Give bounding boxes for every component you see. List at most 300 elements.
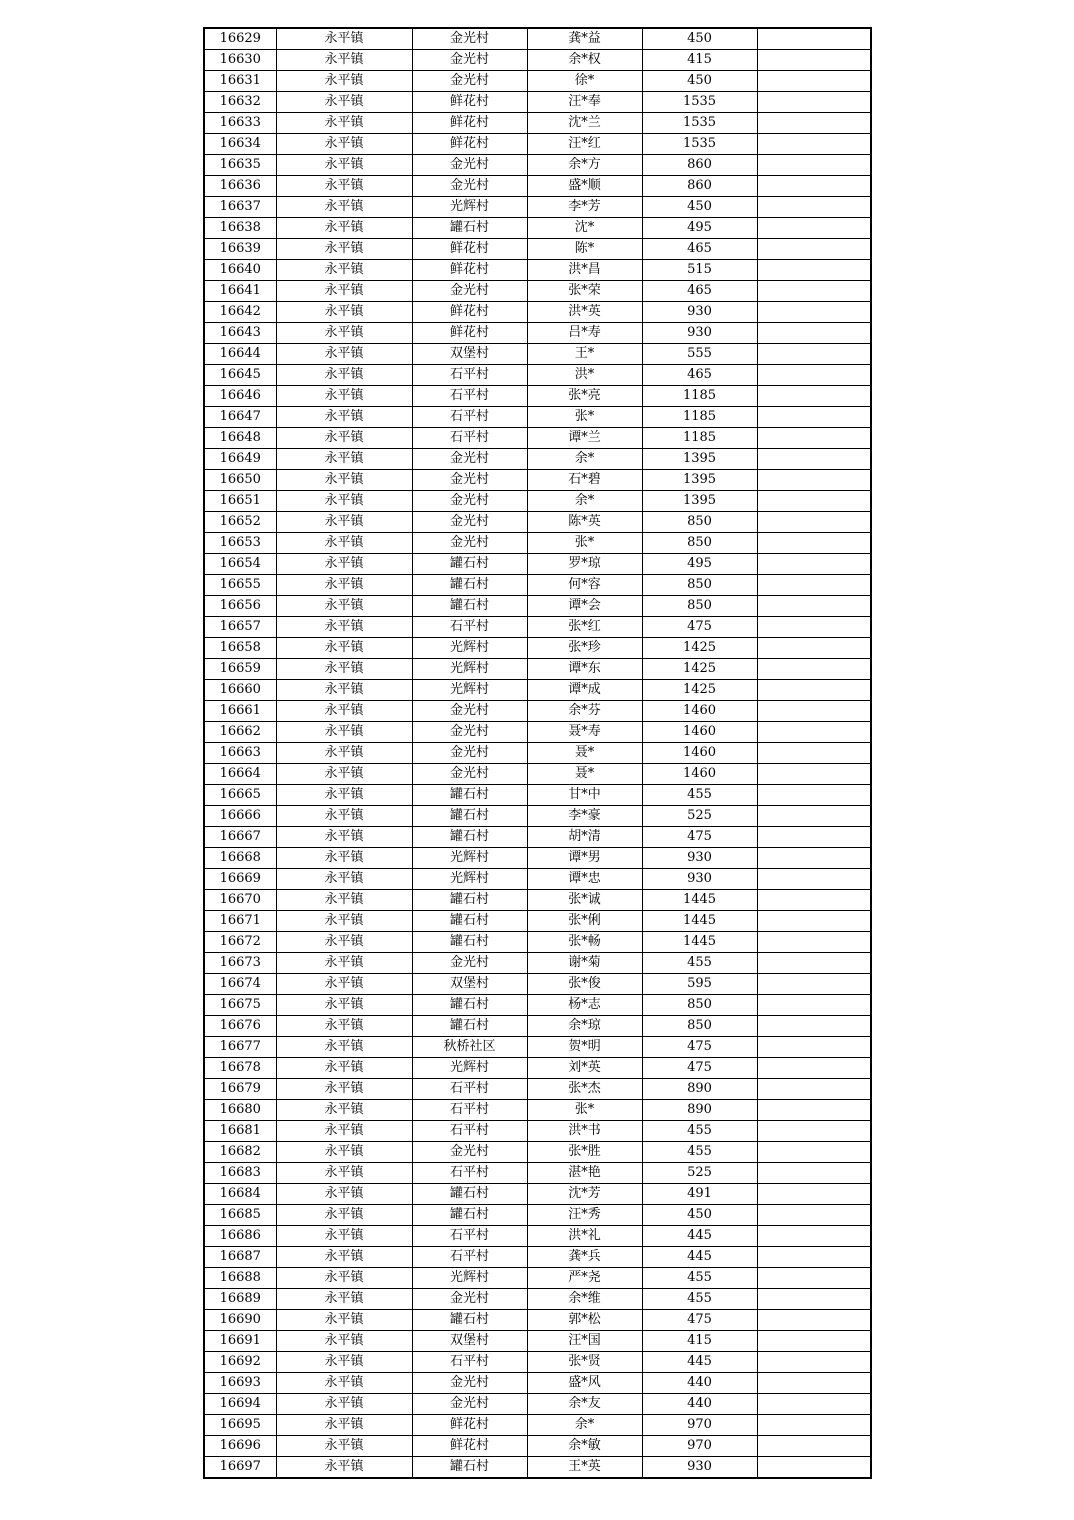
- village-cell: 石平村: [412, 365, 527, 386]
- row-number-cell: 16687: [204, 1247, 276, 1268]
- village-cell: 石平村: [412, 1352, 527, 1373]
- row-number-cell: 16649: [204, 449, 276, 470]
- amount-cell: 455: [642, 1289, 757, 1310]
- town-cell: 永平镇: [276, 827, 412, 848]
- table-row: [204, 533, 871, 554]
- amount-cell: 475: [642, 827, 757, 848]
- remark-cell: [757, 491, 871, 512]
- table-row: [204, 911, 871, 932]
- name-cell: 余*: [527, 491, 642, 512]
- name-cell: 汪*奉: [527, 92, 642, 113]
- table-row: [204, 596, 871, 617]
- remark-cell: [757, 344, 871, 365]
- village-cell: 金光村: [412, 1142, 527, 1163]
- village-cell: 罐石村: [412, 1184, 527, 1205]
- amount-cell: 1425: [642, 638, 757, 659]
- amount-cell: 1535: [642, 92, 757, 113]
- amount-cell: 455: [642, 1142, 757, 1163]
- name-cell: 王*英: [527, 1457, 642, 1479]
- table-row: [204, 1247, 871, 1268]
- amount-cell: 450: [642, 71, 757, 92]
- town-cell: 永平镇: [276, 1016, 412, 1037]
- table-row: [204, 50, 871, 71]
- name-cell: 余*权: [527, 50, 642, 71]
- table-row: [204, 323, 871, 344]
- town-cell: 永平镇: [276, 491, 412, 512]
- row-number-cell: 16657: [204, 617, 276, 638]
- table-row: [204, 953, 871, 974]
- village-cell: 鲜花村: [412, 323, 527, 344]
- village-cell: 鲜花村: [412, 1415, 527, 1436]
- amount-cell: 1460: [642, 764, 757, 785]
- town-cell: 永平镇: [276, 638, 412, 659]
- town-cell: 永平镇: [276, 1226, 412, 1247]
- remark-cell: [757, 407, 871, 428]
- town-cell: 永平镇: [276, 932, 412, 953]
- amount-cell: 1425: [642, 680, 757, 701]
- table-row: [204, 1373, 871, 1394]
- remark-cell: [757, 1373, 871, 1394]
- amount-cell: 850: [642, 995, 757, 1016]
- table-row: [204, 764, 871, 785]
- remark-cell: [757, 1415, 871, 1436]
- table-row: [204, 428, 871, 449]
- amount-cell: 930: [642, 1457, 757, 1479]
- row-number-cell: 16640: [204, 260, 276, 281]
- name-cell: 胡*清: [527, 827, 642, 848]
- amount-cell: 1395: [642, 470, 757, 491]
- remark-cell: [757, 1268, 871, 1289]
- amount-cell: 445: [642, 1352, 757, 1373]
- village-cell: 石平村: [412, 1100, 527, 1121]
- row-number-cell: 16637: [204, 197, 276, 218]
- data-table: [203, 27, 872, 1479]
- village-cell: 金光村: [412, 28, 527, 50]
- amount-cell: 495: [642, 218, 757, 239]
- village-cell: 鲜花村: [412, 260, 527, 281]
- amount-cell: 1445: [642, 932, 757, 953]
- town-cell: 永平镇: [276, 386, 412, 407]
- town-cell: 永平镇: [276, 260, 412, 281]
- village-cell: 光辉村: [412, 680, 527, 701]
- town-cell: 永平镇: [276, 764, 412, 785]
- table-row: [204, 155, 871, 176]
- row-number-cell: 16642: [204, 302, 276, 323]
- table-row: [204, 1037, 871, 1058]
- remark-cell: [757, 1037, 871, 1058]
- village-cell: 罐石村: [412, 785, 527, 806]
- amount-cell: 465: [642, 365, 757, 386]
- table-row: [204, 1415, 871, 1436]
- table-row: [204, 974, 871, 995]
- town-cell: 永平镇: [276, 1373, 412, 1394]
- remark-cell: [757, 176, 871, 197]
- row-number-cell: 16660: [204, 680, 276, 701]
- town-cell: 永平镇: [276, 1079, 412, 1100]
- name-cell: 余*维: [527, 1289, 642, 1310]
- village-cell: 鲜花村: [412, 113, 527, 134]
- table-row: [204, 1268, 871, 1289]
- village-cell: 鲜花村: [412, 134, 527, 155]
- row-number-cell: 16672: [204, 932, 276, 953]
- row-number-cell: 16635: [204, 155, 276, 176]
- name-cell: 聂*: [527, 764, 642, 785]
- town-cell: 永平镇: [276, 953, 412, 974]
- name-cell: 洪*书: [527, 1121, 642, 1142]
- amount-cell: 890: [642, 1079, 757, 1100]
- name-cell: 谢*菊: [527, 953, 642, 974]
- remark-cell: [757, 386, 871, 407]
- village-cell: 金光村: [412, 155, 527, 176]
- row-number-cell: 16689: [204, 1289, 276, 1310]
- remark-cell: [757, 806, 871, 827]
- town-cell: 永平镇: [276, 680, 412, 701]
- row-number-cell: 16666: [204, 806, 276, 827]
- table-row: [204, 932, 871, 953]
- town-cell: 永平镇: [276, 113, 412, 134]
- remark-cell: [757, 1205, 871, 1226]
- remark-cell: [757, 1247, 871, 1268]
- village-cell: 金光村: [412, 491, 527, 512]
- row-number-cell: 16691: [204, 1331, 276, 1352]
- village-cell: 金光村: [412, 1394, 527, 1415]
- town-cell: 永平镇: [276, 806, 412, 827]
- village-cell: 金光村: [412, 1373, 527, 1394]
- amount-cell: 465: [642, 239, 757, 260]
- row-number-cell: 16678: [204, 1058, 276, 1079]
- name-cell: 余*方: [527, 155, 642, 176]
- name-cell: 谭*东: [527, 659, 642, 680]
- town-cell: 永平镇: [276, 134, 412, 155]
- town-cell: 永平镇: [276, 344, 412, 365]
- name-cell: 汪*秀: [527, 1205, 642, 1226]
- row-number-cell: 16696: [204, 1436, 276, 1457]
- remark-cell: [757, 533, 871, 554]
- table-row: [204, 1394, 871, 1415]
- amount-cell: 491: [642, 1184, 757, 1205]
- row-number-cell: 16697: [204, 1457, 276, 1479]
- row-number-cell: 16643: [204, 323, 276, 344]
- table-row: [204, 470, 871, 491]
- amount-cell: 465: [642, 281, 757, 302]
- village-cell: 罐石村: [412, 1457, 527, 1479]
- name-cell: 张*荣: [527, 281, 642, 302]
- town-cell: 永平镇: [276, 1037, 412, 1058]
- name-cell: 聂*寿: [527, 722, 642, 743]
- amount-cell: 455: [642, 1121, 757, 1142]
- name-cell: 杨*志: [527, 995, 642, 1016]
- remark-cell: [757, 1184, 871, 1205]
- town-cell: 永平镇: [276, 1331, 412, 1352]
- row-number-cell: 16668: [204, 848, 276, 869]
- row-number-cell: 16665: [204, 785, 276, 806]
- table-row: [204, 554, 871, 575]
- name-cell: 严*尧: [527, 1268, 642, 1289]
- name-cell: 谭*忠: [527, 869, 642, 890]
- remark-cell: [757, 1163, 871, 1184]
- remark-cell: [757, 197, 871, 218]
- name-cell: 沈*芳: [527, 1184, 642, 1205]
- row-number-cell: 16647: [204, 407, 276, 428]
- table-row: [204, 386, 871, 407]
- amount-cell: 850: [642, 512, 757, 533]
- table-row: [204, 659, 871, 680]
- remark-cell: [757, 239, 871, 260]
- name-cell: 龚*益: [527, 28, 642, 50]
- table-body: [204, 28, 871, 1478]
- name-cell: 沈*: [527, 218, 642, 239]
- amount-cell: 930: [642, 848, 757, 869]
- remark-cell: [757, 28, 871, 50]
- table-row: [204, 239, 871, 260]
- town-cell: 永平镇: [276, 554, 412, 575]
- table-row: [204, 1226, 871, 1247]
- amount-cell: 450: [642, 1205, 757, 1226]
- row-number-cell: 16651: [204, 491, 276, 512]
- amount-cell: 860: [642, 155, 757, 176]
- table-row: [204, 1058, 871, 1079]
- row-number-cell: 16641: [204, 281, 276, 302]
- name-cell: 张*贤: [527, 1352, 642, 1373]
- table-row: [204, 869, 871, 890]
- amount-cell: 415: [642, 50, 757, 71]
- town-cell: 永平镇: [276, 92, 412, 113]
- name-cell: 刘*英: [527, 1058, 642, 1079]
- row-number-cell: 16682: [204, 1142, 276, 1163]
- row-number-cell: 16669: [204, 869, 276, 890]
- village-cell: 罐石村: [412, 218, 527, 239]
- remark-cell: [757, 722, 871, 743]
- village-cell: 罐石村: [412, 995, 527, 1016]
- town-cell: 永平镇: [276, 512, 412, 533]
- village-cell: 罐石村: [412, 890, 527, 911]
- row-number-cell: 16632: [204, 92, 276, 113]
- remark-cell: [757, 1436, 871, 1457]
- town-cell: 永平镇: [276, 1205, 412, 1226]
- name-cell: 盛*风: [527, 1373, 642, 1394]
- name-cell: 陈*英: [527, 512, 642, 533]
- village-cell: 秋桥社区: [412, 1037, 527, 1058]
- remark-cell: [757, 554, 871, 575]
- table-row: [204, 638, 871, 659]
- village-cell: 金光村: [412, 281, 527, 302]
- name-cell: 汪*红: [527, 134, 642, 155]
- town-cell: 永平镇: [276, 1247, 412, 1268]
- village-cell: 光辉村: [412, 197, 527, 218]
- row-number-cell: 16686: [204, 1226, 276, 1247]
- village-cell: 石平村: [412, 407, 527, 428]
- name-cell: 何*容: [527, 575, 642, 596]
- name-cell: 张*诚: [527, 890, 642, 911]
- remark-cell: [757, 1058, 871, 1079]
- name-cell: 郭*松: [527, 1310, 642, 1331]
- town-cell: 永平镇: [276, 407, 412, 428]
- name-cell: 张*珍: [527, 638, 642, 659]
- remark-cell: [757, 638, 871, 659]
- town-cell: 永平镇: [276, 617, 412, 638]
- table-row: [204, 680, 871, 701]
- row-number-cell: 16633: [204, 113, 276, 134]
- name-cell: 余*: [527, 1415, 642, 1436]
- town-cell: 永平镇: [276, 701, 412, 722]
- table-row: [204, 1331, 871, 1352]
- village-cell: 金光村: [412, 953, 527, 974]
- remark-cell: [757, 785, 871, 806]
- remark-cell: [757, 953, 871, 974]
- remark-cell: [757, 659, 871, 680]
- remark-cell: [757, 911, 871, 932]
- table-row: [204, 71, 871, 92]
- row-number-cell: 16673: [204, 953, 276, 974]
- remark-cell: [757, 260, 871, 281]
- name-cell: 余*敏: [527, 1436, 642, 1457]
- remark-cell: [757, 1100, 871, 1121]
- table-row: [204, 1163, 871, 1184]
- town-cell: 永平镇: [276, 1100, 412, 1121]
- village-cell: 金光村: [412, 176, 527, 197]
- town-cell: 永平镇: [276, 50, 412, 71]
- amount-cell: 850: [642, 1016, 757, 1037]
- name-cell: 聂*: [527, 743, 642, 764]
- row-number-cell: 16658: [204, 638, 276, 659]
- town-cell: 永平镇: [276, 743, 412, 764]
- name-cell: 沈*兰: [527, 113, 642, 134]
- remark-cell: [757, 764, 871, 785]
- table-row: [204, 848, 871, 869]
- amount-cell: 450: [642, 197, 757, 218]
- amount-cell: 850: [642, 575, 757, 596]
- town-cell: 永平镇: [276, 365, 412, 386]
- town-cell: 永平镇: [276, 155, 412, 176]
- table-row: [204, 92, 871, 113]
- name-cell: 王*: [527, 344, 642, 365]
- town-cell: 永平镇: [276, 974, 412, 995]
- table-row: [204, 512, 871, 533]
- name-cell: 贺*明: [527, 1037, 642, 1058]
- name-cell: 洪*: [527, 365, 642, 386]
- village-cell: 罐石村: [412, 554, 527, 575]
- amount-cell: 930: [642, 869, 757, 890]
- name-cell: 张*亮: [527, 386, 642, 407]
- remark-cell: [757, 827, 871, 848]
- town-cell: 永平镇: [276, 1415, 412, 1436]
- amount-cell: 1535: [642, 113, 757, 134]
- amount-cell: 930: [642, 323, 757, 344]
- amount-cell: 1185: [642, 428, 757, 449]
- town-cell: 永平镇: [276, 449, 412, 470]
- village-cell: 双堡村: [412, 974, 527, 995]
- amount-cell: 525: [642, 1163, 757, 1184]
- village-cell: 石平村: [412, 1247, 527, 1268]
- remark-cell: [757, 1331, 871, 1352]
- table-row: [204, 260, 871, 281]
- town-cell: 永平镇: [276, 575, 412, 596]
- name-cell: 谭*会: [527, 596, 642, 617]
- remark-cell: [757, 1457, 871, 1479]
- town-cell: 永平镇: [276, 1163, 412, 1184]
- village-cell: 罐石村: [412, 806, 527, 827]
- town-cell: 永平镇: [276, 218, 412, 239]
- name-cell: 龚*兵: [527, 1247, 642, 1268]
- town-cell: 永平镇: [276, 302, 412, 323]
- table-row: [204, 176, 871, 197]
- remark-cell: [757, 848, 871, 869]
- amount-cell: 445: [642, 1226, 757, 1247]
- town-cell: 永平镇: [276, 1310, 412, 1331]
- remark-cell: [757, 1016, 871, 1037]
- amount-cell: 1460: [642, 743, 757, 764]
- remark-cell: [757, 596, 871, 617]
- amount-cell: 850: [642, 596, 757, 617]
- table-row: [204, 1457, 871, 1479]
- amount-cell: 525: [642, 806, 757, 827]
- town-cell: 永平镇: [276, 1142, 412, 1163]
- table-row: [204, 449, 871, 470]
- town-cell: 永平镇: [276, 1457, 412, 1479]
- table-row: [204, 722, 871, 743]
- village-cell: 光辉村: [412, 1058, 527, 1079]
- town-cell: 永平镇: [276, 995, 412, 1016]
- table-row: [204, 1205, 871, 1226]
- town-cell: 永平镇: [276, 1121, 412, 1142]
- row-number-cell: 16679: [204, 1079, 276, 1100]
- amount-cell: 1445: [642, 911, 757, 932]
- name-cell: 张*: [527, 533, 642, 554]
- town-cell: 永平镇: [276, 239, 412, 260]
- village-cell: 双堡村: [412, 1331, 527, 1352]
- name-cell: 洪*英: [527, 302, 642, 323]
- amount-cell: 450: [642, 28, 757, 50]
- amount-cell: 1425: [642, 659, 757, 680]
- amount-cell: 495: [642, 554, 757, 575]
- row-number-cell: 16690: [204, 1310, 276, 1331]
- village-cell: 金光村: [412, 701, 527, 722]
- remark-cell: [757, 512, 871, 533]
- village-cell: 石平村: [412, 428, 527, 449]
- remark-cell: [757, 218, 871, 239]
- remark-cell: [757, 1121, 871, 1142]
- village-cell: 双堡村: [412, 344, 527, 365]
- village-cell: 光辉村: [412, 638, 527, 659]
- town-cell: 永平镇: [276, 1184, 412, 1205]
- name-cell: 余*芬: [527, 701, 642, 722]
- remark-cell: [757, 428, 871, 449]
- remark-cell: [757, 974, 871, 995]
- remark-cell: [757, 155, 871, 176]
- table-row: [204, 218, 871, 239]
- amount-cell: 970: [642, 1415, 757, 1436]
- name-cell: 谭*兰: [527, 428, 642, 449]
- row-number-cell: 16671: [204, 911, 276, 932]
- remark-cell: [757, 50, 871, 71]
- row-number-cell: 16675: [204, 995, 276, 1016]
- town-cell: 永平镇: [276, 71, 412, 92]
- table-row: [204, 134, 871, 155]
- amount-cell: 1535: [642, 134, 757, 155]
- village-cell: 金光村: [412, 722, 527, 743]
- amount-cell: 1445: [642, 890, 757, 911]
- table-row: [204, 1184, 871, 1205]
- village-cell: 罐石村: [412, 827, 527, 848]
- table-row: [204, 1289, 871, 1310]
- table-row: [204, 1100, 871, 1121]
- town-cell: 永平镇: [276, 848, 412, 869]
- town-cell: 永平镇: [276, 176, 412, 197]
- remark-cell: [757, 323, 871, 344]
- town-cell: 永平镇: [276, 1289, 412, 1310]
- row-number-cell: 16674: [204, 974, 276, 995]
- village-cell: 石平村: [412, 617, 527, 638]
